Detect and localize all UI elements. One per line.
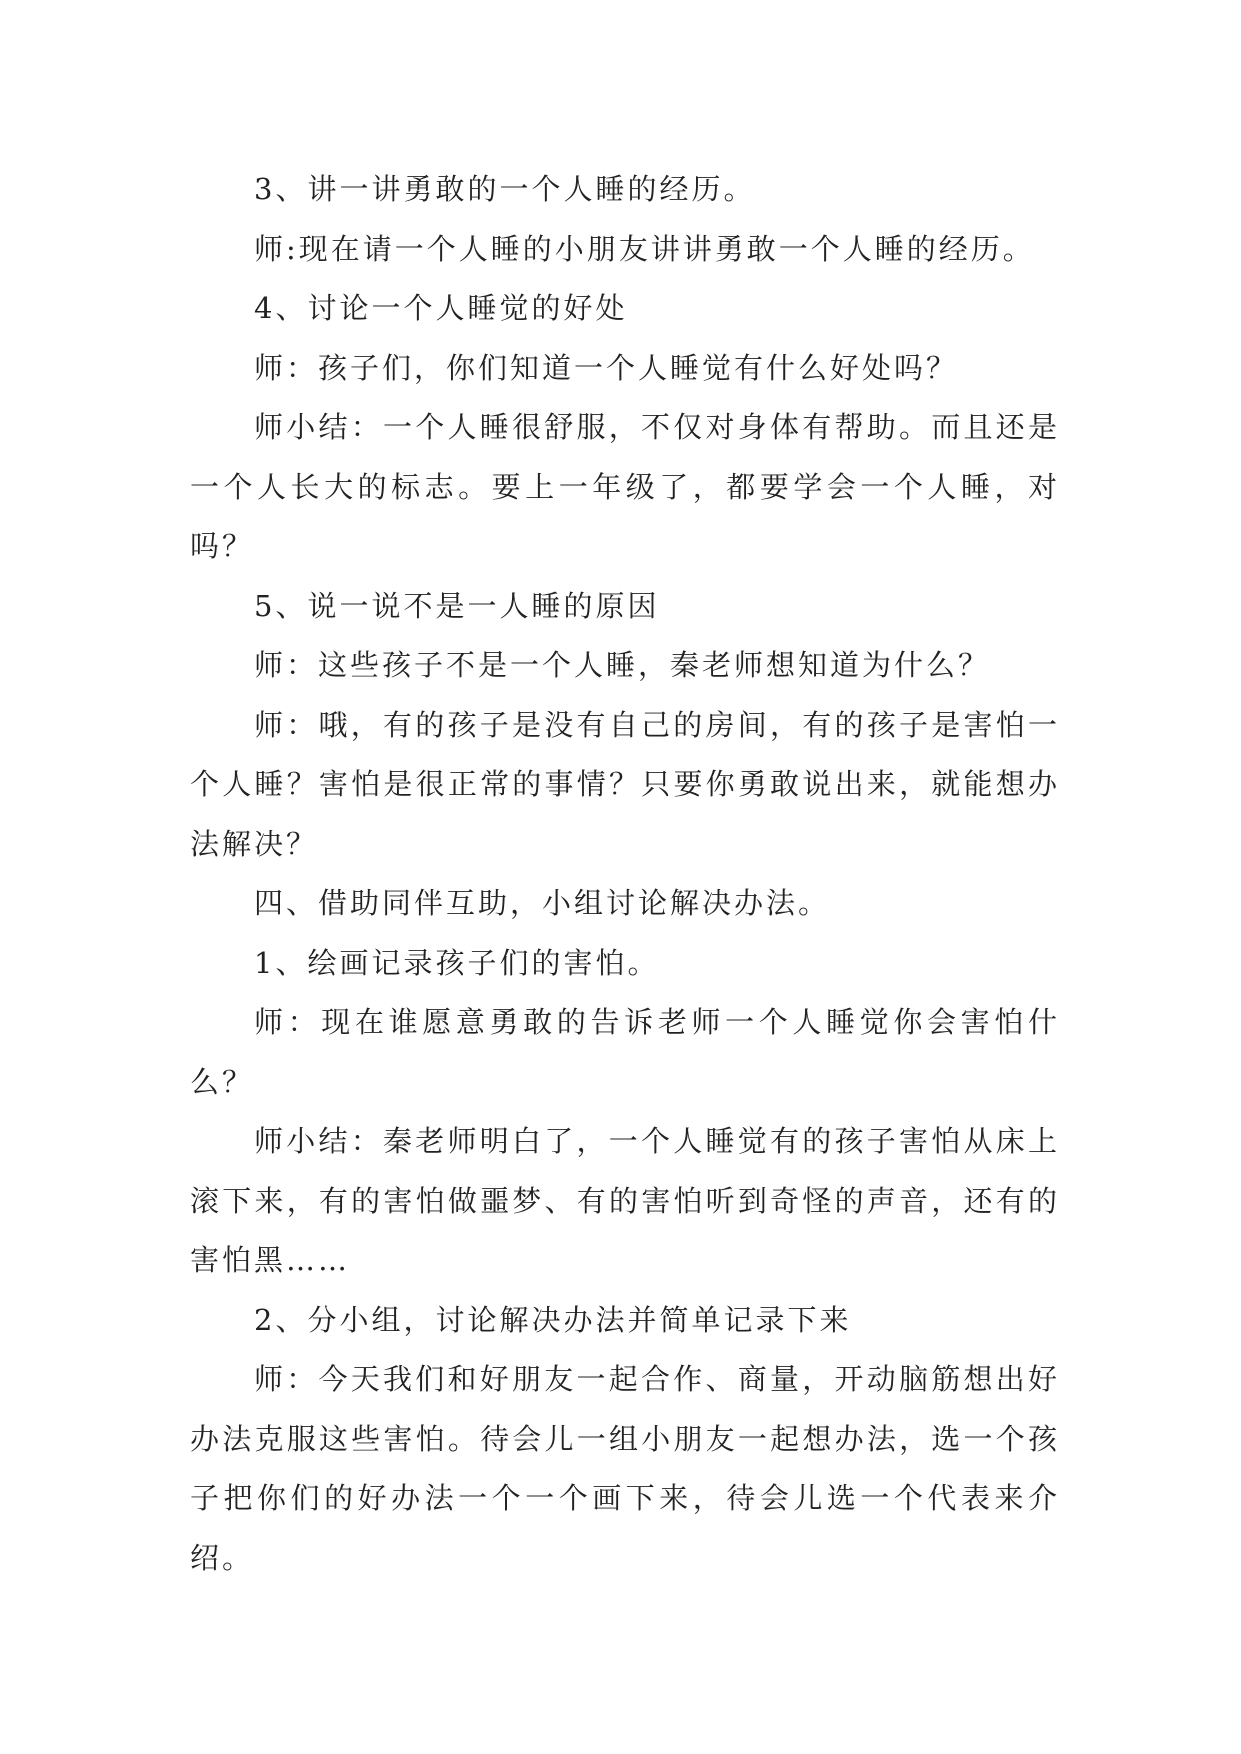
paragraph-teacher-question: 师：这些孩子不是一个人睡，秦老师想知道为什么？ [254, 648, 991, 682]
paragraph-step-3-heading: 3、讲一讲勇敢的一个人睡的经历。 [254, 172, 756, 206]
document-body [190, 160, 1060, 1588]
paragraph-step-1-heading: 1、绘画记录孩子们的害怕。 [254, 945, 660, 980]
paragraph-teacher-summary: 师小结：秦老师明白了，一个人睡觉有的孩子害怕从床上滚下来，有的害怕做噩梦、有的害怕听到奇怪的声音，还有的害怕黑…… [190, 1124, 1060, 1277]
paragraph-teacher-summary: 师小结：一个人睡很舒服，不仅对身体有帮助。而且还是一个人长大的标志。要上一年级了，都要学会一个人睡，对吗？ [190, 410, 1060, 563]
paragraph-step-2-heading: 2、分小组，讨论解决办法并简单记录下来 [254, 1302, 852, 1337]
paragraph-step-4-heading: 4、讨论一个人睡觉的好处 [254, 291, 628, 325]
paragraph-teacher-question: 师：现在谁愿意勇敢的告诉老师一个人睡觉你会害怕什么？ [190, 1005, 1060, 1099]
paragraph-teacher-prompt: 师:现在请一个人睡的小朋友讲讲勇敢一个人睡的经历。 [254, 231, 1035, 266]
paragraph-step-5-heading: 5、说一说不是一人睡的原因 [254, 588, 660, 623]
paragraph-section-4-heading: 四、借助同伴互助，小组讨论解决办法。 [254, 886, 831, 920]
paragraph-teacher-instruction: 师：今天我们和好朋友一起合作、商量，开动脑筋想出好办法克服这些害怕。待会儿一组小朋友一起想办法，选一个孩子把你们的好办法一个一个画下来，待会儿选一个代表来介绍。 [190, 1362, 1060, 1575]
paragraph-teacher-response: 师：哦，有的孩子是没有自己的房间，有的孩子是害怕一个人睡？害怕是很正常的事情？只要你勇敢说出来，就能想办法解决？ [190, 707, 1060, 861]
paragraph-teacher-question: 师：孩子们，你们知道一个人睡觉有什么好处吗？ [254, 350, 959, 385]
